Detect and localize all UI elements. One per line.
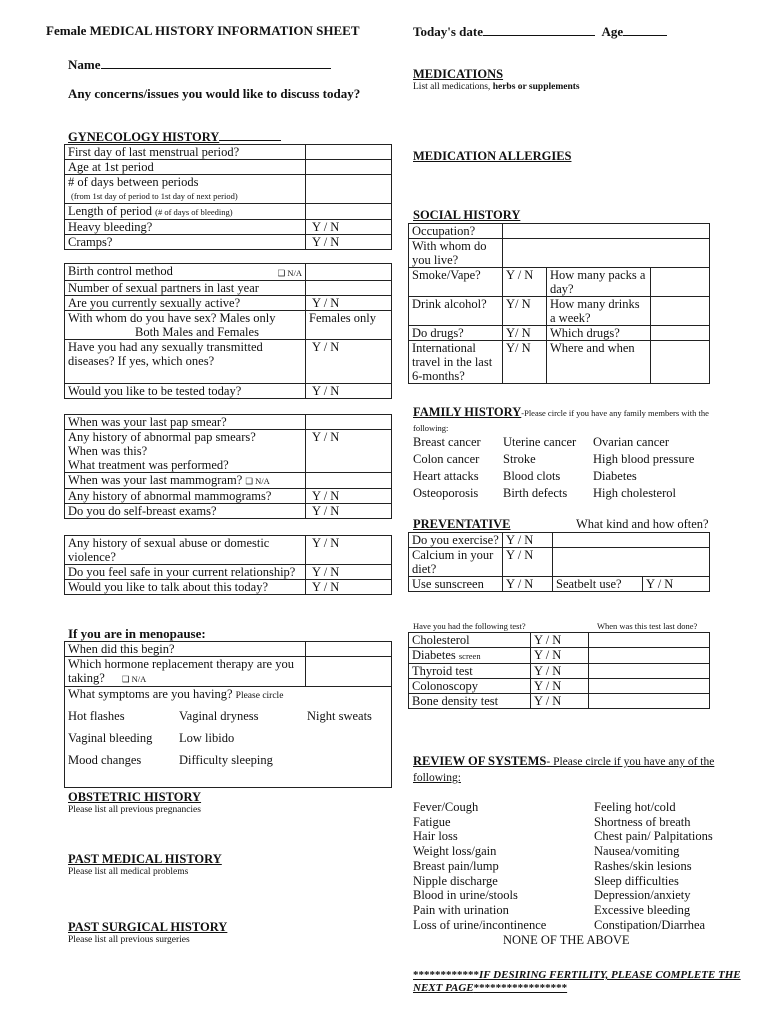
table-row bbox=[65, 160, 392, 175]
menopause-answer[interactable] bbox=[306, 657, 392, 687]
table-row bbox=[409, 577, 710, 592]
family-grid bbox=[413, 434, 733, 502]
table-row bbox=[409, 268, 710, 297]
gyn-answer[interactable] bbox=[306, 473, 392, 489]
social-q: With whom do you live? bbox=[409, 239, 503, 268]
preventative-table bbox=[408, 532, 710, 592]
social-followup: How many packs a day? bbox=[547, 268, 651, 297]
family-option[interactable]: Colon cancer bbox=[413, 452, 480, 466]
yes-no-choice[interactable]: Y / N bbox=[306, 384, 392, 399]
gyn-table-2 bbox=[64, 263, 392, 399]
gyn-q: Have you had any sexually transmitted diseases? If yes, which ones? bbox=[65, 340, 306, 384]
ros-option[interactable]: Nipple discharge bbox=[413, 873, 498, 888]
symptom-option[interactable]: Mood changes bbox=[68, 753, 142, 767]
family-option[interactable]: High blood pressure bbox=[593, 452, 695, 466]
gyn-q: When was your last mammogram? bbox=[68, 473, 243, 487]
medications-heading: MEDICATIONS bbox=[413, 67, 504, 81]
menopause-q: What symptoms are you having? bbox=[68, 687, 233, 701]
ros-option[interactable]: Rashes/skin lesions bbox=[594, 858, 692, 873]
social-heading: SOCIAL HISTORY bbox=[413, 208, 521, 222]
test-date[interactable] bbox=[589, 633, 710, 648]
past-surgical-note: Please list all previous surgeries bbox=[68, 935, 190, 945]
family-option[interactable]: Breast cancer bbox=[413, 435, 481, 449]
table-row bbox=[409, 694, 710, 709]
gyn-q: Would you like to talk about this today? bbox=[65, 580, 306, 595]
test-name-sub: screen bbox=[458, 651, 481, 661]
ros-option[interactable]: Fatigue bbox=[413, 814, 451, 829]
test-name: Colonoscopy bbox=[409, 679, 531, 694]
table-row bbox=[65, 204, 392, 220]
ros-option[interactable]: Hair loss bbox=[413, 829, 458, 844]
yes-no-choice[interactable]: Y / N bbox=[503, 268, 547, 297]
table-row bbox=[409, 633, 710, 648]
table-row bbox=[65, 175, 392, 204]
past-medical-note: Please list all medical problems bbox=[68, 867, 189, 877]
family-note: -Please circle if you have any family members with the following: bbox=[413, 408, 709, 433]
gyn-q: Birth control method bbox=[68, 264, 173, 278]
menopause-heading: If you are in menopause: bbox=[68, 626, 206, 641]
family-option[interactable]: Osteoporosis bbox=[413, 486, 479, 500]
yes-no-choice[interactable]: Y / N bbox=[306, 235, 392, 250]
ros-heading: REVIEW OF SYSTEMS bbox=[413, 754, 547, 768]
na-checkbox[interactable]: ❑ N/A bbox=[245, 476, 270, 486]
occupation-answer[interactable] bbox=[503, 224, 710, 239]
gyn-table-4 bbox=[64, 535, 392, 595]
gyn-q-sub: (from 1st day of period to 1st day of next period) bbox=[71, 191, 238, 201]
obstetric-heading: OBSTETRIC HISTORY bbox=[68, 790, 202, 804]
ros-option[interactable]: Feeling hot/cold bbox=[594, 800, 676, 814]
gyn-answer[interactable] bbox=[306, 415, 392, 430]
fertility-note: ************IF DESIRING FERTILITY, PLEASE COMPLETE THE NEXT PAGE***************** bbox=[413, 969, 741, 995]
yes-no-choice[interactable]: Y / N bbox=[503, 533, 553, 548]
tests-header-left: Have you had the following test? bbox=[413, 621, 526, 631]
ros-heading-block bbox=[413, 754, 743, 786]
yes-no-choice[interactable]: Y / N bbox=[531, 694, 589, 709]
symptom-option[interactable]: Vaginal bleeding bbox=[68, 731, 153, 745]
tests-header-right: When was this test last done? bbox=[597, 621, 698, 631]
social-answer[interactable] bbox=[651, 341, 710, 384]
symptom-option bbox=[307, 731, 387, 745]
table-row bbox=[65, 536, 392, 565]
gyn-q: Any history of abnormal pap smears? bbox=[68, 430, 256, 444]
ros-note: - Please circle if you have any of the following: bbox=[413, 756, 715, 784]
table-row bbox=[65, 220, 392, 235]
symptom-option[interactable]: Low libido bbox=[179, 731, 235, 745]
yes-no-choice[interactable]: Y / N bbox=[531, 664, 589, 679]
yes-no-choice[interactable]: Y / N bbox=[306, 489, 392, 504]
table-row bbox=[409, 679, 710, 694]
yes-no-choice[interactable]: Y/ N bbox=[503, 341, 547, 384]
menopause-table bbox=[64, 641, 392, 788]
table-row bbox=[409, 326, 710, 341]
test-date[interactable] bbox=[589, 648, 710, 664]
ros-option[interactable]: Fever/Cough bbox=[413, 800, 479, 814]
table-row bbox=[65, 489, 392, 504]
yes-no-choice[interactable]: Y / N bbox=[306, 536, 392, 565]
symptom-grid bbox=[68, 709, 388, 767]
social-answer[interactable] bbox=[651, 297, 710, 326]
family-option[interactable]: Blood clots bbox=[503, 469, 561, 483]
table-row bbox=[65, 311, 392, 340]
family-option[interactable]: Diabetes bbox=[593, 469, 637, 483]
ros-option[interactable]: Pain with urination bbox=[413, 902, 509, 917]
gyn-q: Do you do self-breast exams? bbox=[65, 504, 306, 519]
allergies-heading: MEDICATION ALLERGIES bbox=[413, 149, 572, 163]
gyn-q: Length of period bbox=[68, 204, 153, 218]
name-label: Name bbox=[68, 57, 101, 72]
table-row bbox=[409, 297, 710, 326]
table-row bbox=[65, 657, 392, 687]
yes-no-choice[interactable]: Y / N bbox=[306, 220, 392, 235]
gyn-q: Cramps? bbox=[65, 235, 306, 250]
family-option[interactable]: Uterine cancer bbox=[503, 435, 577, 449]
yes-no-choice[interactable]: Y / N bbox=[306, 580, 392, 595]
table-row bbox=[65, 565, 392, 580]
family-option[interactable]: Heart attacks bbox=[413, 469, 479, 483]
gyn-q: # of days between periods bbox=[68, 175, 199, 189]
table-row bbox=[65, 415, 392, 430]
family-option[interactable]: Stroke bbox=[503, 452, 536, 466]
symptom-option[interactable]: Night sweats bbox=[307, 709, 372, 723]
test-name: Diabetes bbox=[412, 648, 456, 662]
family-heading-block bbox=[413, 405, 743, 435]
test-name: Cholesterol bbox=[409, 633, 531, 648]
name-field[interactable] bbox=[68, 56, 331, 73]
gyn-q: Would you like to be tested today? bbox=[65, 384, 306, 399]
social-answer[interactable] bbox=[651, 268, 710, 297]
gyn-heading: GYNECOLOGY HISTORY bbox=[68, 129, 281, 145]
menopause-answer[interactable] bbox=[306, 642, 392, 657]
table-row bbox=[65, 430, 392, 473]
ros-option[interactable]: Shortness of breath bbox=[594, 814, 691, 829]
gyn-table-1 bbox=[64, 144, 392, 250]
table-row bbox=[65, 235, 392, 250]
gyn-q: With whom do you have sex? Males only bbox=[68, 311, 276, 325]
preventative-q: Seatbelt use? bbox=[553, 577, 643, 592]
family-option[interactable]: Ovarian cancer bbox=[593, 435, 669, 449]
social-q: Drink alcohol? bbox=[409, 297, 503, 326]
test-date[interactable] bbox=[589, 664, 710, 679]
ros-option[interactable]: Depression/anxiety bbox=[594, 888, 691, 903]
preventative-note: What kind and how often? bbox=[576, 517, 709, 531]
gyn-q: Number of sexual partners in last year bbox=[65, 281, 306, 296]
table-row bbox=[65, 473, 392, 489]
social-answer[interactable] bbox=[651, 326, 710, 341]
social-followup: How many drinks a week? bbox=[547, 297, 651, 326]
menopause-q-note: Please circle bbox=[235, 691, 284, 701]
test-date[interactable] bbox=[589, 694, 710, 709]
ros-option[interactable]: Blood in urine/stools bbox=[413, 888, 518, 903]
table-row bbox=[409, 341, 710, 384]
yes-no-choice[interactable]: Y / N bbox=[306, 504, 392, 519]
table-row bbox=[65, 580, 392, 595]
gyn-answer[interactable] bbox=[306, 160, 392, 175]
concerns-prompt: Any concerns/issues you would like to discuss today? bbox=[68, 86, 361, 101]
age-label: Age bbox=[601, 24, 624, 39]
gyn-q: Heavy bleeding? bbox=[65, 220, 306, 235]
yes-no-choice[interactable]: Y / N bbox=[531, 679, 589, 694]
symptom-option[interactable]: Vaginal dryness bbox=[179, 709, 259, 723]
preventative-answer[interactable] bbox=[553, 548, 710, 577]
ros-option[interactable]: Constipation/Diarrhea bbox=[594, 917, 706, 932]
table-row bbox=[409, 533, 710, 548]
table-row bbox=[409, 548, 710, 577]
ros-option[interactable]: Sleep difficulties bbox=[594, 873, 679, 888]
live-with-answer[interactable] bbox=[503, 239, 710, 268]
yes-no-choice[interactable]: Y / N bbox=[306, 565, 392, 580]
preventative-q: Do you exercise? bbox=[409, 533, 503, 548]
yes-no-choice[interactable]: Y / N bbox=[531, 633, 589, 648]
option-females-only[interactable]: Females only bbox=[306, 311, 392, 340]
test-date[interactable] bbox=[589, 679, 710, 694]
test-name: Bone density test bbox=[409, 694, 531, 709]
symptom-option[interactable]: Difficulty sleeping bbox=[179, 753, 273, 767]
age-blank[interactable] bbox=[623, 23, 667, 36]
social-q: Do drugs? bbox=[409, 326, 503, 341]
symptom-option bbox=[307, 753, 387, 767]
table-row bbox=[65, 145, 392, 160]
gyn-q: Any history of abnormal mammograms? bbox=[65, 489, 306, 504]
gyn-q: First day of last menstrual period? bbox=[65, 145, 306, 160]
preventative-q: Calcium in your diet? bbox=[409, 548, 503, 577]
preventative-q: Use sunscreen bbox=[409, 577, 503, 592]
gyn-answer[interactable] bbox=[306, 145, 392, 160]
ros-option[interactable]: Nausea/vomiting bbox=[594, 844, 680, 859]
social-followup: Which drugs? bbox=[547, 326, 651, 341]
table-row bbox=[409, 224, 710, 239]
gyn-q: Do you feel safe in your current relationship? bbox=[65, 565, 306, 580]
gyn-table-3 bbox=[64, 414, 392, 519]
table-row bbox=[409, 648, 710, 664]
table-row bbox=[65, 384, 392, 399]
name-blank[interactable] bbox=[101, 56, 331, 69]
table-row bbox=[65, 642, 392, 657]
todays-date-label: Today's date bbox=[413, 24, 483, 39]
family-option[interactable]: Birth defects bbox=[503, 486, 568, 500]
yes-no-choice[interactable]: Y/ N bbox=[503, 297, 547, 326]
ros-left-list bbox=[413, 800, 546, 932]
page-title: Female MEDICAL HISTORY INFORMATION SHEET bbox=[46, 23, 360, 38]
table-row bbox=[65, 340, 392, 384]
ros-option[interactable]: Breast pain/lump bbox=[413, 858, 499, 873]
preventative-answer[interactable] bbox=[553, 533, 710, 548]
past-surgical-heading: PAST SURGICAL HISTORY bbox=[68, 920, 228, 934]
na-checkbox[interactable]: ❑ N/A bbox=[277, 268, 302, 278]
ros-option[interactable]: Weight loss/gain bbox=[413, 844, 497, 859]
yes-no-choice[interactable]: Y / N bbox=[531, 648, 589, 664]
gyn-q: When was this? bbox=[68, 444, 148, 458]
ros-none-option[interactable]: NONE OF THE ABOVE bbox=[503, 933, 630, 947]
gyn-answer[interactable] bbox=[306, 175, 392, 204]
menopause-q: When did this begin? bbox=[65, 642, 306, 657]
menopause-q: Which hormone replacement therapy are you taking? bbox=[68, 657, 294, 685]
past-medical-heading: PAST MEDICAL HISTORY bbox=[68, 852, 222, 866]
table-row bbox=[65, 687, 392, 788]
obstetric-note: Please list all previous pregnancies bbox=[68, 805, 201, 815]
family-heading: FAMILY HISTORY bbox=[413, 405, 522, 419]
gyn-answer[interactable] bbox=[306, 204, 392, 220]
gyn-q: What treatment was performed? bbox=[68, 458, 229, 472]
table-row bbox=[65, 296, 392, 311]
option-both[interactable]: Both Males and Females bbox=[135, 325, 259, 339]
gyn-q: Are you currently sexually active? bbox=[65, 296, 306, 311]
preventative-heading: PREVENTATIVE bbox=[413, 517, 511, 531]
medications-note: List all medications, herbs or supplements bbox=[413, 82, 580, 92]
social-q: Occupation? bbox=[409, 224, 503, 239]
table-row bbox=[409, 664, 710, 679]
yes-no-choice[interactable]: Y / N bbox=[306, 430, 392, 473]
test-name: Thyroid test bbox=[409, 664, 531, 679]
yes-no-choice[interactable]: Y/ N bbox=[503, 326, 547, 341]
yes-no-choice[interactable]: Y / N bbox=[503, 548, 553, 577]
yes-no-choice[interactable]: Y / N bbox=[306, 340, 392, 384]
yes-no-choice[interactable]: Y / N bbox=[306, 296, 392, 311]
tests-table bbox=[408, 632, 710, 709]
social-q: International travel in the last 6-months? bbox=[409, 341, 503, 384]
na-checkbox[interactable]: ❑ N/A bbox=[121, 674, 147, 684]
gyn-q: Age at 1st period bbox=[65, 160, 306, 175]
gyn-q-sub: (# of days of bleeding) bbox=[155, 207, 233, 217]
yes-no-choice[interactable]: Y / N bbox=[503, 577, 553, 592]
table-row bbox=[409, 239, 710, 268]
family-option[interactable]: High cholesterol bbox=[593, 486, 676, 500]
social-followup: Where and when bbox=[547, 341, 651, 384]
gyn-answer[interactable] bbox=[306, 281, 392, 296]
table-row bbox=[65, 281, 392, 296]
social-table bbox=[408, 223, 710, 384]
gyn-q: Any history of sexual abuse or domestic violence? bbox=[65, 536, 306, 565]
symptom-option[interactable]: Hot flashes bbox=[68, 709, 125, 723]
social-q: Smoke/Vape? bbox=[409, 268, 503, 297]
gyn-q: When was your last pap smear? bbox=[65, 415, 306, 430]
gyn-answer[interactable] bbox=[306, 264, 392, 281]
ros-option[interactable]: Excessive bleeding bbox=[594, 902, 691, 917]
yes-no-choice[interactable]: Y / N bbox=[643, 577, 710, 592]
table-row bbox=[65, 264, 392, 281]
ros-right-list bbox=[594, 800, 713, 932]
table-row bbox=[65, 504, 392, 519]
ros-option[interactable]: Chest pain/ Palpitations bbox=[594, 829, 713, 844]
todays-date-blank[interactable] bbox=[483, 23, 595, 36]
todays-date-field[interactable] bbox=[413, 23, 667, 40]
ros-option[interactable]: Loss of urine/incontinence bbox=[413, 917, 547, 932]
